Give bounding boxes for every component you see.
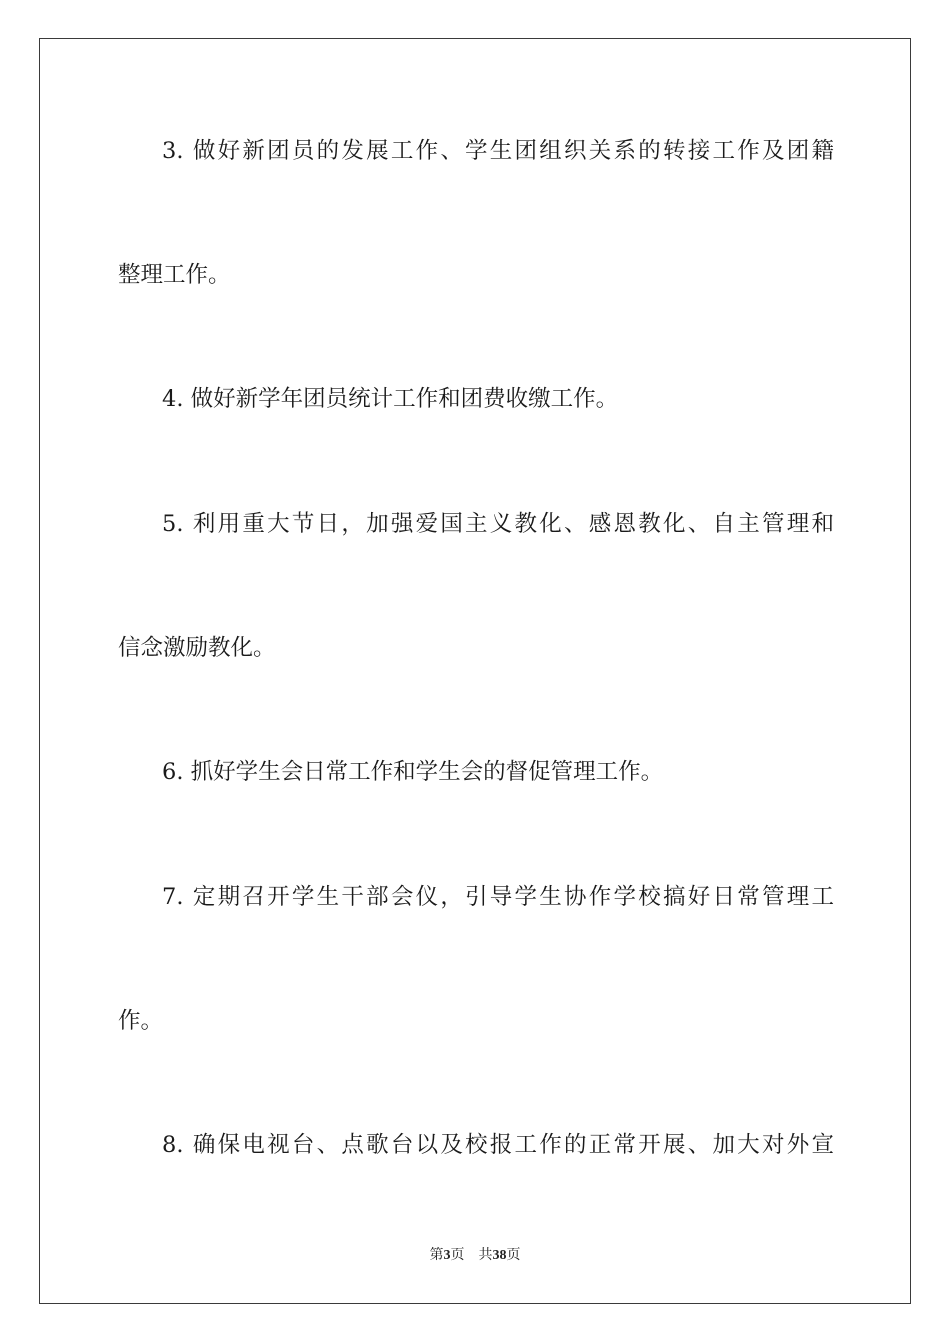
footer-page-suffix: 页 <box>450 1248 465 1263</box>
paragraph-6-line-1: 6. 抓好学生会日常工作和学生会的督促管理工作。 <box>162 759 664 785</box>
footer-total-suffix: 页 <box>506 1248 521 1263</box>
paragraph-5-line-1: 5. 利用重大节日，加强爱国主义教化、感恩教化、自主管理和 <box>162 511 834 537</box>
paragraph-7-line-1: 7. 定期召开学生干部会仪，引导学生协作学校搞好日常管理工 <box>162 884 834 910</box>
paragraph-3-line-2: 整理工作。 <box>118 262 231 288</box>
footer-page-prefix: 第 <box>429 1248 444 1263</box>
footer-total-prefix: 共 <box>478 1248 493 1263</box>
paragraph-3-line-1: 3. 做好新团员的发展工作、学生团组织关系的转接工作及团籍 <box>162 138 834 164</box>
paragraph-8-line-1: 8. 确保电视台、点歌台以及校报工作的正常开展、加大对外宣 <box>162 1132 834 1158</box>
paragraph-5-line-2: 信念激励教化。 <box>118 635 276 661</box>
page-footer <box>0 1247 950 1265</box>
paragraph-4-line-1: 4. 做好新学年团员统计工作和团费收缴工作。 <box>162 386 619 412</box>
footer-total-pages: 38 <box>492 1248 507 1263</box>
paragraph-7-line-2: 作。 <box>118 1008 164 1034</box>
page-border <box>39 38 911 1304</box>
footer-current-page: 3 <box>443 1248 451 1263</box>
